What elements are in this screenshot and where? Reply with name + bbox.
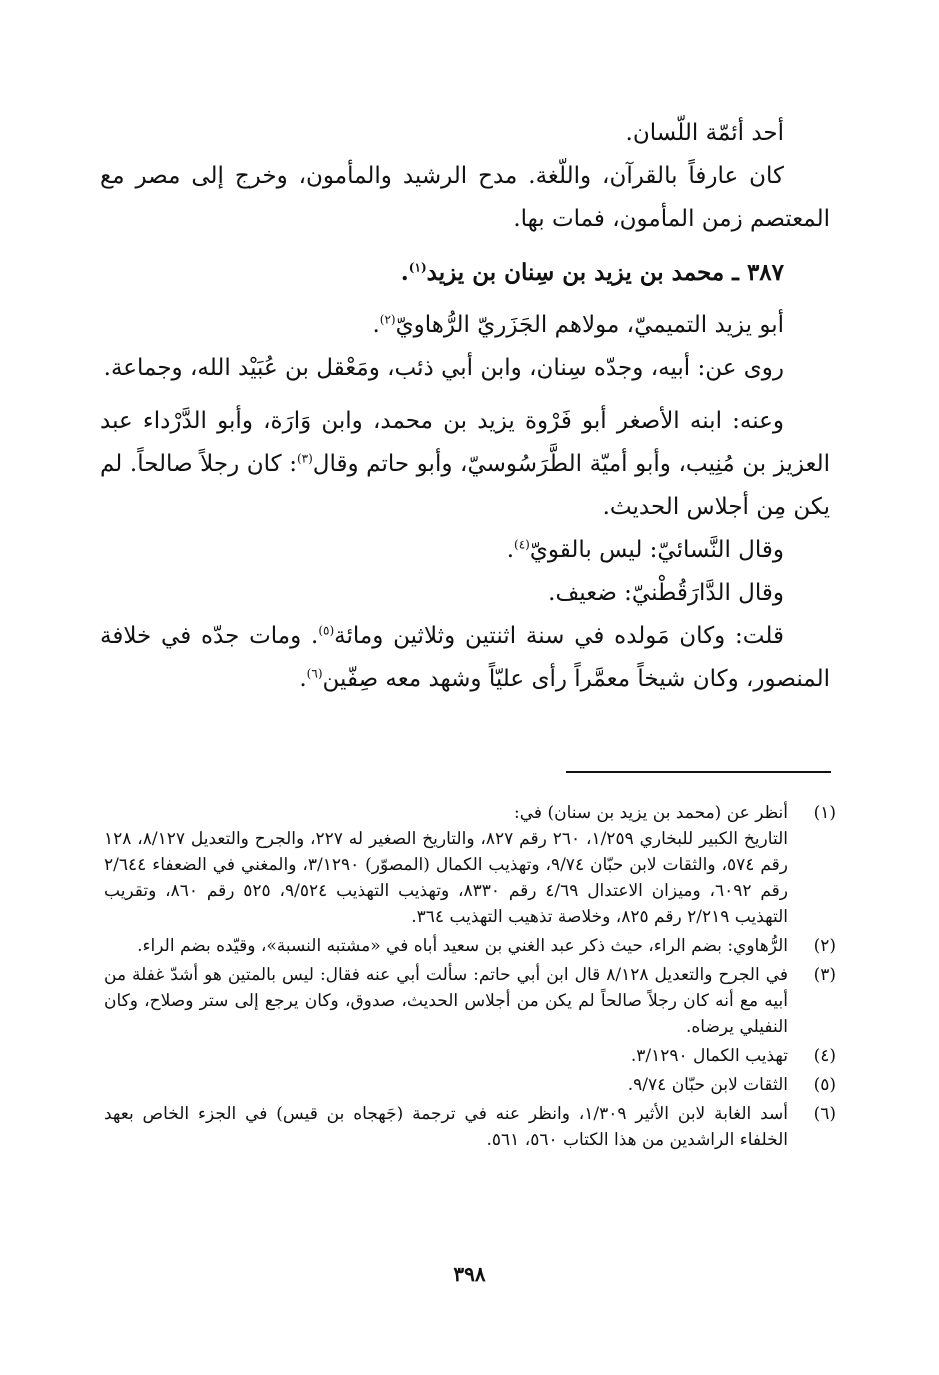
footnote-text xyxy=(104,962,788,1040)
page-number: ٣٩٨ xyxy=(453,1262,486,1286)
paragraph xyxy=(100,615,830,701)
footnote-text xyxy=(104,1043,788,1069)
footnote-ref: (١) xyxy=(408,260,427,275)
footnote xyxy=(104,933,836,959)
footnote xyxy=(104,1101,836,1153)
footnote-ref: (٦) xyxy=(306,666,323,681)
paragraph xyxy=(100,304,830,347)
punctuation: . xyxy=(400,259,409,286)
footnote xyxy=(104,962,836,1040)
paragraph xyxy=(100,572,830,615)
footnote-separator xyxy=(566,771,831,773)
paragraph-text: : كان رجلاً صالحاً. لم يكن مِن أجلاس الحديث. xyxy=(100,451,830,520)
footnote-line: الثقات لابن حبّان ٩/٧٤. xyxy=(627,1075,788,1095)
footnote-number: (٦) xyxy=(813,1104,836,1124)
punctuation: . xyxy=(372,312,380,338)
paragraph-text: أحد أئمّة اللّسان. xyxy=(625,120,784,146)
footnote-line: الرُّهاوي: بضم الراء، حيث ذكر عبد الغني بن سعيد أباه في «مشتبه النسبة»، وقيّده بضم الراء. xyxy=(137,936,788,956)
entry-heading xyxy=(100,251,830,294)
footnote-text xyxy=(104,933,788,959)
footnote-ref: (٢) xyxy=(379,312,396,327)
paragraph xyxy=(100,155,830,241)
entry-heading-text: ٣٨٧ ـ محمد بن يزيد بن سِنان بن يزيد xyxy=(426,259,784,286)
paragraph-text: قلت: وكان مَولده في سنة اثنتين وثلاثين ومائة xyxy=(334,623,784,649)
footnote-text xyxy=(104,800,788,930)
paragraph-text: روى عن: أبيه، وجدّه سِنان، وابن أبي ذئب، ومَعْقل بن عُبَيْد الله، وجماعة. xyxy=(103,355,784,381)
footnote-number: (١) xyxy=(813,803,836,823)
punctuation: . xyxy=(506,537,515,563)
paragraph xyxy=(100,347,830,390)
paragraph-text: كان عارفاً بالقرآن، واللّغة. مدح الرشيد والمأمون، وخرج إلى مصر مع المعتصم زمن المأمون، فمات بها. xyxy=(100,163,830,232)
footnote-line: التاريخ الكبير للبخاري ١/٢٥٩، ٢٦٠ رقم ٨٢٧، والتاريخ الصغير له ٢٢٧، والجرح والتعديل ٨/١٢٧، ١٢٨ رقم ٥٧٤، والثقات لابن حبّان ٩/٧٤، وتهذيب الكمال (المصوّر) ٣/١٢٩٠، والمغني في الضعفاء ٢/٦٤٤ رقم ٦٠٩٢، وميزان الاعتدال ٤/٦٩ رقم ٨٣٣٠، وتهذيب التهذيب ٩/٥٢٤، ٥٢٥ رقم ٨٦٠، وتقريب التهذيب ٢/٢١٩ رقم ٨٢٥، وخلاصة تذهيب التهذيب ٣٦٤. xyxy=(104,829,788,927)
footnote-line: أنظر عن (محمد بن يزيد بن سنان) في: xyxy=(514,803,788,823)
footnote-line: في الجرح والتعديل ٨/١٢٨ قال ابن أبي حاتم: سألت أبي عنه فقال: ليس بالمتين هو أشدّ غفلة من أبيه مع أنه كان رجلاً صالحاً لم يكن من أجلاس الحديث، صدوق، وكان يرجع إلى ستر وصلاح، وكان النفيلي يرضاه. xyxy=(104,965,788,1037)
paragraph xyxy=(100,529,830,572)
footnote-ref: (٣) xyxy=(296,451,313,466)
paragraph-text: وقال الدَّارَقُطْنيّ: ضعيف. xyxy=(548,580,784,606)
footnote-ref: (٥) xyxy=(318,623,335,638)
footnote-text xyxy=(104,1101,788,1153)
footnote-line: أسد الغابة لابن الأثير ١/٣٠٩، وانظر عنه في ترجمة (جَهجاه بن قيس) في الجزء الخاص بعهد الخلفاء الراشدين من هذا الكتاب ٥٦٠، ٥٦١. xyxy=(104,1104,788,1150)
paragraph-text: . ومات جدّه في خلافة المنصور، وكان شيخاً معمَّراً رأى عليّاً وشهد معه صِفّين xyxy=(100,623,830,692)
footnote xyxy=(104,800,836,930)
punctuation: . xyxy=(299,666,307,692)
footnote xyxy=(104,1072,836,1098)
footnote-line: تهذيب الكمال ٣/١٢٩٠. xyxy=(630,1046,788,1066)
main-text xyxy=(100,112,830,701)
footnote-text xyxy=(104,1072,788,1098)
footnote-number: (٢) xyxy=(813,936,836,956)
footnote-ref: (٤) xyxy=(514,537,530,552)
paragraph-text: أبو يزيد التميميّ، مولاهم الجَزَريّ الرُّهاويّ xyxy=(395,312,784,338)
paragraph-text: وعنه: ابنه الأصغر أبو فَرْوة يزيد بن محمد، وابن وَارَة، وأبو الدَّرْداء عبد العزيز بن مُنِيب، وأبو أميّة الطَّرَسُوسيّ، وأبو حاتم وقال xyxy=(100,408,830,477)
paragraph xyxy=(100,112,830,155)
footnotes xyxy=(104,800,836,1156)
paragraph xyxy=(100,400,830,529)
footnote-number: (٤) xyxy=(813,1046,836,1066)
footnote-number: (٥) xyxy=(813,1075,836,1095)
paragraph-text: وقال النَّسائيّ: ليس بالقويّ xyxy=(529,537,784,563)
footnote xyxy=(104,1043,836,1069)
footnote-number: (٣) xyxy=(813,965,836,985)
